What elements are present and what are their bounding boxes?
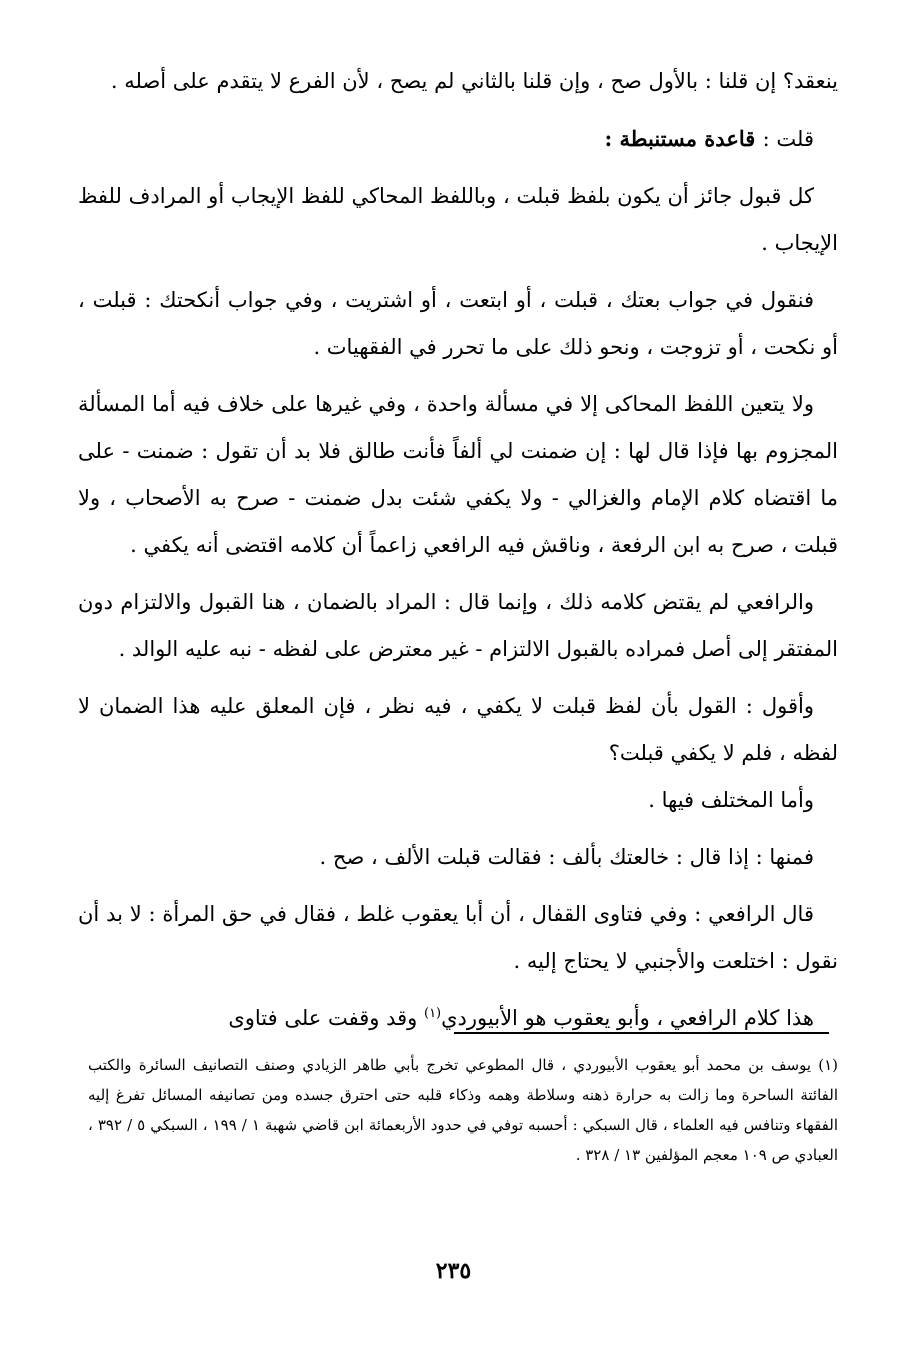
footnote-marker[interactable]: (١) bbox=[423, 1006, 442, 1021]
paragraph-8: فمنها : إذا قال : خالعتك بألف : فقالت قبلت الألف ، صح . bbox=[319, 845, 814, 869]
footnote-separator bbox=[454, 1032, 829, 1034]
paragraph-10 bbox=[78, 995, 838, 1042]
paragraph-9: قال الرافعي : وفي فتاوى القفال ، أن أبا يعقوب غلط ، فقال في حق المرأة : لا بد أن نقول : اختلعت والأجنبي لا يحتاج إليه . bbox=[78, 902, 838, 973]
paragraph-5: والرافعي لم يقتض كلامه ذلك ، وإنما قال : المراد بالضمان ، هنا القبول والالتزام دون المفتقر إلى أصل فمراده بالقبول الالتزام - غير معترض على لفظه - نبه عليه الوالد . bbox=[78, 590, 838, 661]
heading-title: قاعدة مستنبطة : bbox=[604, 126, 756, 151]
paragraph-4: ولا يتعين اللفظ المحاكى إلا في مسألة واحدة ، وفي غيرها على خلاف فيه أما المسألة المجزوم بها فإذا قال لها : إن ضمنت لي ألفاً فأنت طالق فلا بد أن تقول : ضمنت - على ما اقتضاه كلام الإمام والغزالي - ولا يكفي شئت بدل ضمنت - صرح به الأصحاب ، ولا قبلت ، صرح به ابن الرفعة ، وناقش فيه الرافعي زاعماً أن كلامه اقتضى أنه يكفي . bbox=[78, 392, 838, 557]
paragraph-2: كل قبول جائز أن يكون بلفظ قبلت ، وباللفظ المحاكي للفظ الإيجاب أو المرادف للفظ الإيجاب . bbox=[78, 184, 838, 255]
heading-label: قلت : bbox=[762, 127, 814, 151]
paragraph-7: وأما المختلف فيها . bbox=[648, 788, 814, 812]
paragraph-6: وأقول : القول بأن لفظ قبلت لا يكفي ، فيه نظر ، فإن المعلق عليه هذا الضمان لا لفظه ، فلم لا يكفي قبلت؟ bbox=[78, 694, 838, 765]
rule-heading bbox=[78, 115, 838, 163]
paragraph-10-continuation: وقد وقفت على فتاوى bbox=[228, 1006, 424, 1030]
page-number: ٢٣٥ bbox=[435, 1258, 472, 1284]
footnote-text: (١) يوسف بن محمد أبو يعقوب الأبيوردي ، قال المطوعي تخرج بأبي طاهر الزيادي وصنف التصانيف السائرة والكتب الفائتة الساحرة وما زالت به حرارة ذهنه وسلاطة وهمه وذكاء قلبه حتى احترق جسده ومن تصانيفه المسائل تفرغ إليه الفقهاء وتنافس فيه العلماء ، قال السبكي : أحسبه توفي في حدود الأربعمائة ابن قاضي شهبة ١ / ١٩٩ ، السبكي ٥ / ٣٩٢ ، العبادي ص ١٠٩ معجم المؤلفين ١٣ / ٣٢٨ . bbox=[88, 1056, 839, 1164]
paragraph-1: ينعقد؟ إن قلنا : بالأول صح ، وإن قلنا بالثاني لم يصح ، لأن الفرع لا يتقدم على أصله . bbox=[110, 69, 838, 93]
footnote bbox=[88, 1050, 838, 1170]
paragraph-10-text: هذا كلام الرافعي ، وأبو يعقوب هو الأبيوردي bbox=[441, 1006, 814, 1030]
paragraph-3: فنقول في جواب بعتك ، قبلت ، أو ابتعت ، أو اشتريت ، وفي جواب أنكحتك : قبلت ، أو نكحت ، أو تزوجت ، ونحو ذلك على ما تحرر في الفقهيات . bbox=[78, 288, 838, 359]
main-text bbox=[78, 58, 838, 1052]
